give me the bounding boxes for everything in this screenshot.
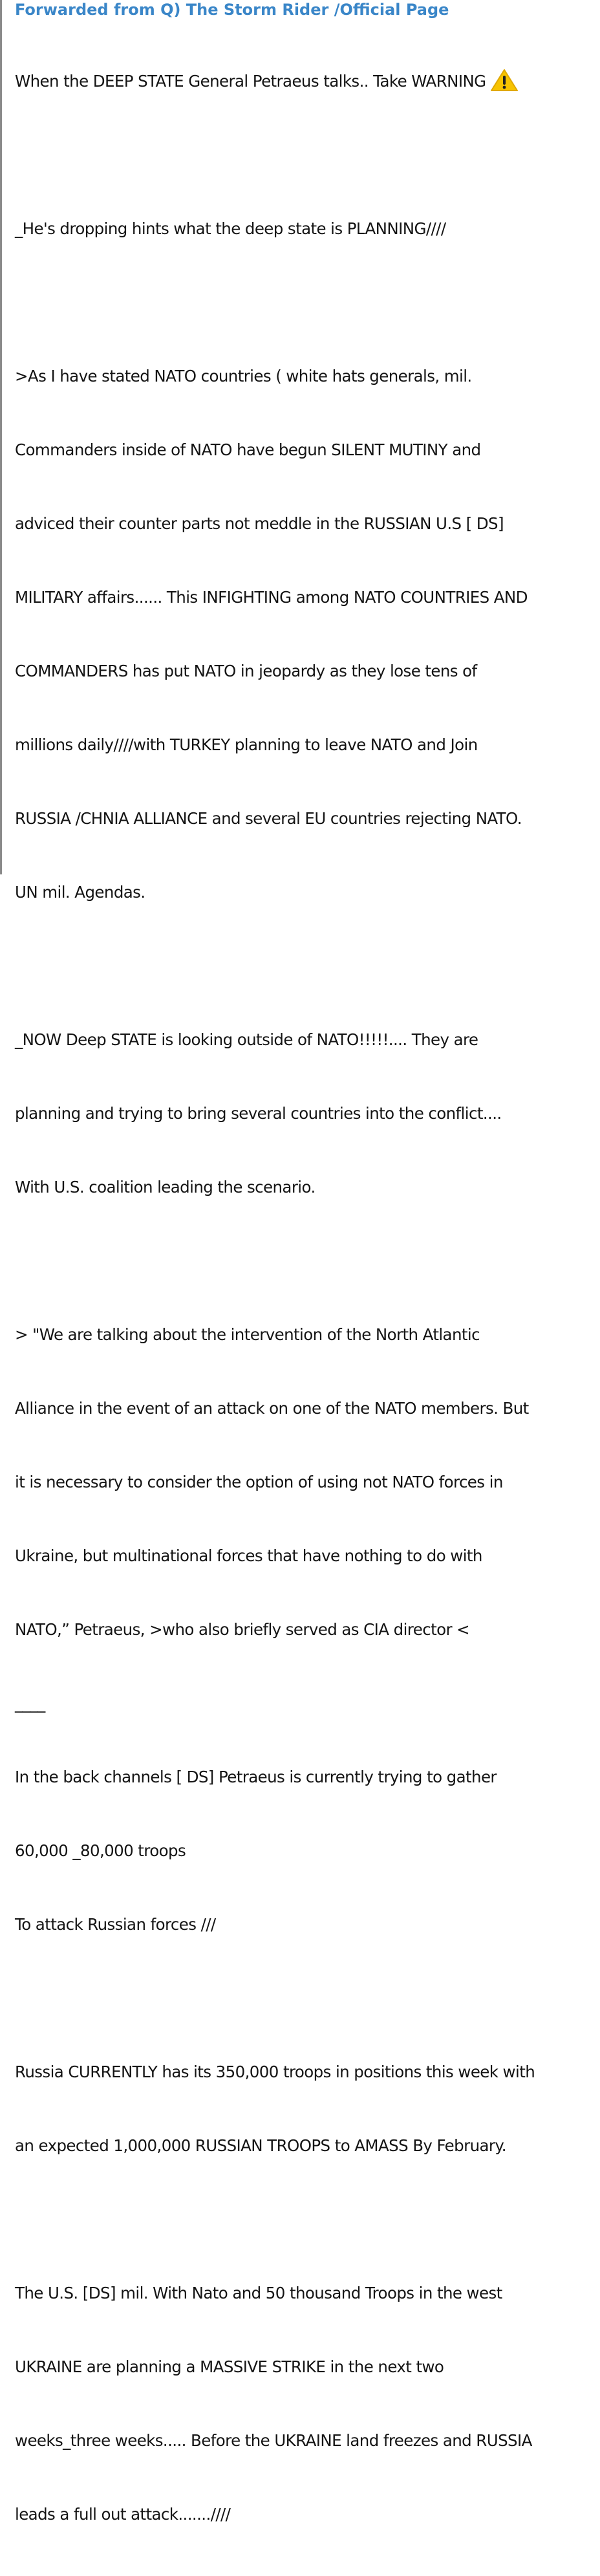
message-line: [15, 143, 594, 168]
message-line: The U.S. [DS] mil. With Nato and 50 thousand Troops in the west: [15, 2284, 502, 2302]
message-line: Alliance in the event of an attack on one of the NATO members. But: [15, 1399, 529, 1418]
message-line: [15, 1249, 594, 1273]
message-line: When the DEEP STATE General Petraeus talks.. Take WARNING: [15, 69, 594, 94]
message-line: [15, 290, 594, 315]
message-line: In the back channels [ DS] Petraeus is currently trying to gather: [15, 1768, 497, 1786]
message-line: With U.S. coalition leading the scenario.: [15, 1178, 316, 1196]
message-line: MILITARY affairs...... This INFIGHTING among NATO COUNTRIES AND: [15, 588, 528, 607]
message-line: _He's dropping hints what the deep state is PLANNING////: [15, 219, 446, 238]
message-body: [15, 19, 594, 2576]
message-line: >As I have stated NATO countries ( white hats generals, mil.: [15, 367, 472, 385]
message-line: COMMANDERS has put NATO in jeopardy as they lose tens of: [15, 662, 477, 680]
message-line: RUSSIA /CHNIA ALLIANCE and several EU countries rejecting NATO.: [15, 809, 522, 828]
message-line: [15, 2207, 594, 2232]
message-line: UN mil. Agendas.: [15, 883, 145, 902]
message-left-border: [0, 0, 2, 874]
message-line: NATO,” Petraeus, >who also briefly served as CIA director <: [15, 1620, 470, 1639]
message-line: Russia CURRENTLY has its 350,000 troops in positions this week with: [15, 2062, 535, 2081]
message-line: To attack Russian forces ///: [15, 1915, 216, 1934]
message-line: weeks_three weeks..... Before the UKRAINE land freezes and RUSSIA: [15, 2431, 532, 2450]
message-line: it is necessary to consider the option of using not NATO forces in: [15, 1473, 503, 1491]
message-line: Commanders inside of NATO have begun SILENT MUTINY and: [15, 440, 481, 459]
message-line: millions daily////with TURKEY planning to leave NATO and Join: [15, 735, 478, 754]
message-line: Ukraine, but multinational forces that have nothing to do with: [15, 1546, 482, 1565]
message-line: UKRAINE are planning a MASSIVE STRIKE in the next two: [15, 2357, 444, 2376]
warning-triangle-icon: [490, 69, 519, 92]
message-line: planning and trying to bring several countries into the conflict....: [15, 1104, 502, 1123]
message-line: > "We are talking about the intervention of the North Atlantic: [15, 1325, 480, 1344]
message-line: ____: [15, 1694, 45, 1713]
message-line: _NOW Deep STATE is looking outside of NATO!!!!!.... They are: [15, 1030, 478, 1049]
forwarded-from-header[interactable]: Forwarded from Q) The Storm Rider /Official Page: [15, 1, 449, 19]
message-line: [15, 1986, 594, 2011]
message-line: leads a full out attack.......////: [15, 2505, 231, 2524]
message-line: 60,000 _80,000 troops: [15, 1841, 186, 1860]
message-line: an expected 1,000,000 RUSSIAN TROOPS to AMASS By February.: [15, 2136, 506, 2155]
message-line: adviced their counter parts not meddle in the RUSSIAN U.S [ DS]: [15, 514, 504, 533]
message-line: [15, 954, 594, 979]
forwarded-message: [15, 0, 594, 2576]
